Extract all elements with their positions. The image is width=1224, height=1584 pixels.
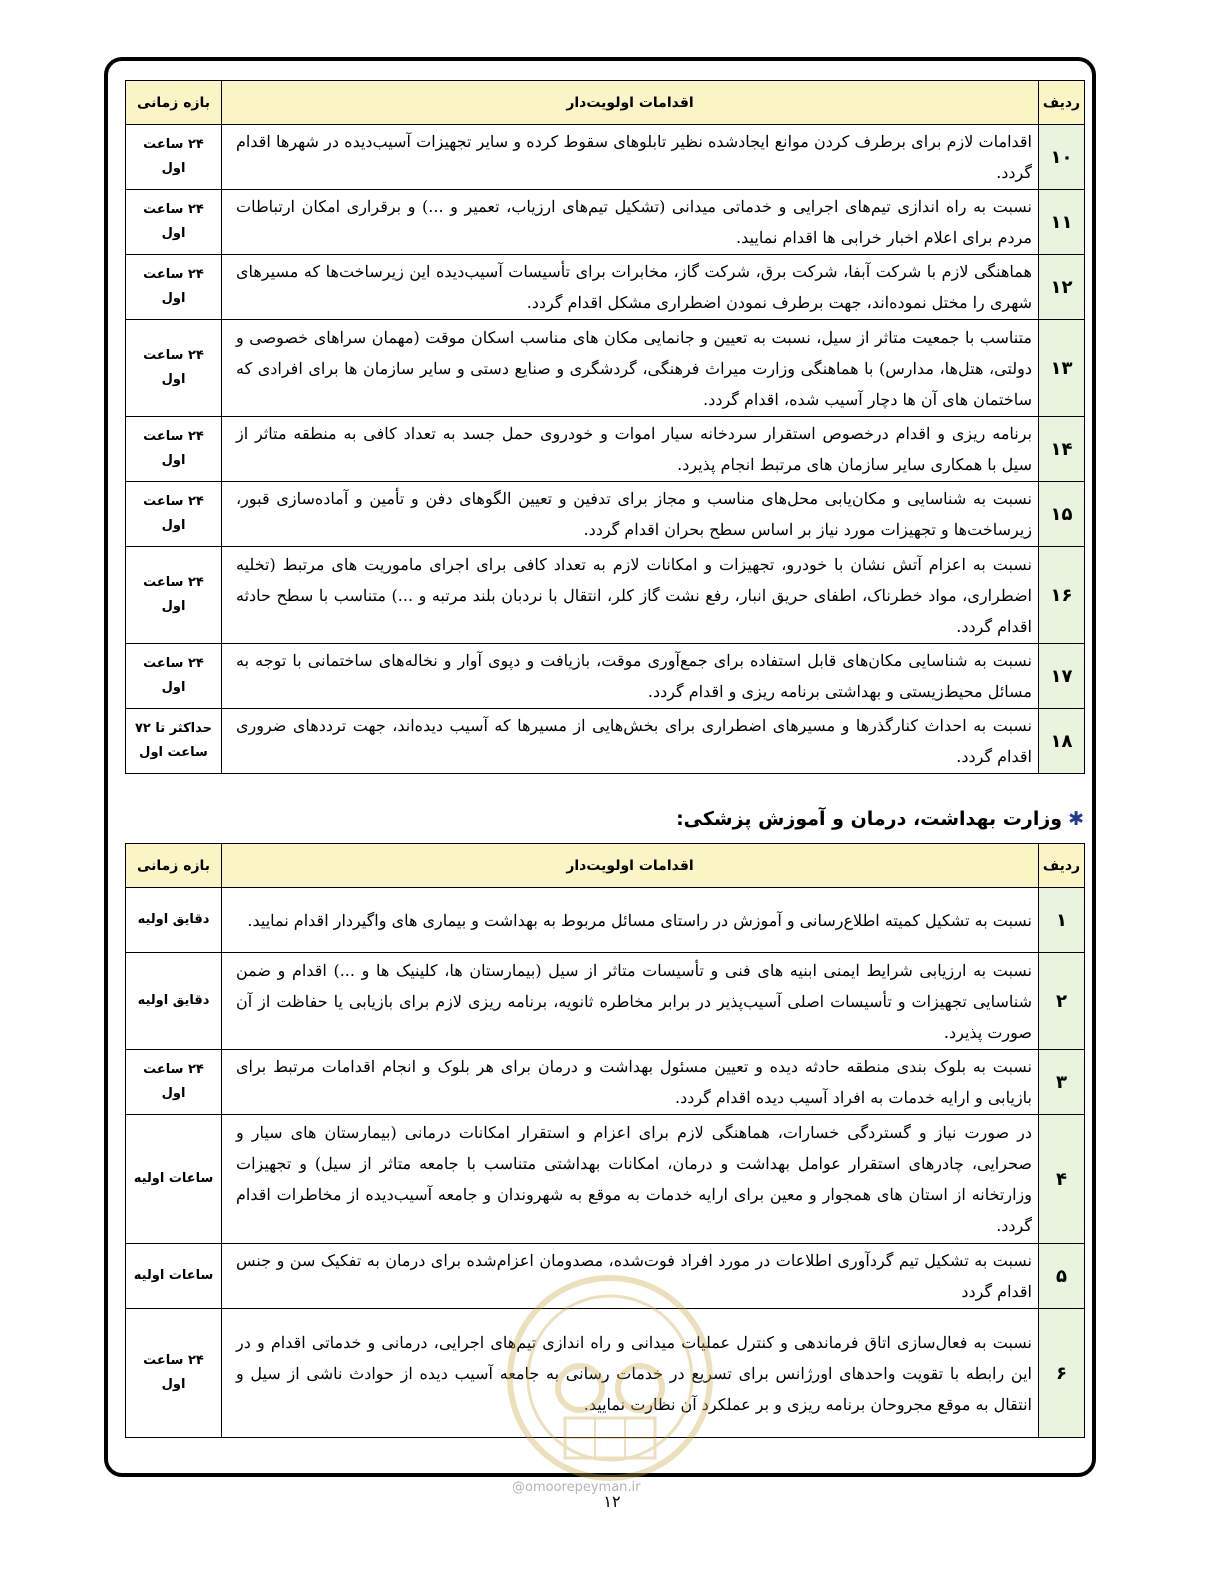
action-text: در صورت نیاز و گستردگی خسارات، هماهنگی لازم برای اعزام و استقرار امکانات درمانی (بیمارستان های سیار و صحرایی، چادرهای استقرار عوامل بهداشت و درمان، امکانات بهداشتی متناسب با جامعه متاثر از سیل) و تجهیزات وزارتخانه از استان های همجوار و معین برای ارایه خدمات به موقع به شهروندان و جامعه آسیب‌دیده از مخاطرات اقدام گردد.	[222, 1115, 1039, 1244]
action-text: نسبت به اعزام آتش نشان با خودرو، تجهیزات و امکانات لازم به تعداد کافی برای اجرای ماموریت های مرتبط (تخلیه اضطراری، مواد خطرناک، اطفای حریق انبار، رفع نشت گاز کلر، انتقال با نردبان بلند مرتبه و ...) متناسب با سطح حادثه اقدام گردد.	[222, 547, 1039, 644]
time-frame: ۲۴ ساعت اول	[126, 320, 222, 417]
table-row	[126, 190, 1085, 255]
table-row	[126, 1050, 1085, 1115]
action-text: نسبت به شناسایی و مکان‌یابی محل‌های مناسب و مجاز برای تدفین و تعیین الگوهای دفن و تأمین و آماده‌سازی قبور، زیرساخت‌ها و تجهیزات مورد نیاز بر اساس سطح بحران اقدام گردد.	[222, 482, 1039, 547]
table-header-row	[126, 844, 1085, 888]
row-number: ۱۳	[1039, 320, 1085, 417]
table-row	[126, 125, 1085, 190]
action-text: نسبت به فعال‌سازی اتاق فرماندهی و کنترل عملیات میدانی و راه اندازی تیم‌های اجرایی، درمانی و خدماتی اقدام و در این رابطه با تقویت واحدهای اورژانس برای تسریع در خدمات رسانی به جامعه آسیب دیده از حوادث ناشی از سیل و انتقال به موقع مجروحان برنامه ریزی و بر عملکرد آن نظارت نمایید.	[222, 1309, 1039, 1438]
row-number: ۵	[1039, 1244, 1085, 1309]
time-frame: دقایق اولیه	[126, 888, 222, 953]
row-number: ۱	[1039, 888, 1085, 953]
row-number: ۱۷	[1039, 644, 1085, 709]
header-row-number: ردیف	[1039, 81, 1085, 125]
table-row	[126, 255, 1085, 320]
action-text: برنامه ریزی و اقدام درخصوص استقرار سردخانه سیار اموات و خودروی حمل جسد به تعداد کافی به منطقه متاثر از سیل با همکاری سایر سازمان های مرتبط انجام پذیرد.	[222, 417, 1039, 482]
time-frame: ۲۴ ساعت اول	[126, 125, 222, 190]
time-frame: ۲۴ ساعت اول	[126, 190, 222, 255]
time-frame: دقایق اولیه	[126, 953, 222, 1050]
table-row	[126, 482, 1085, 547]
row-number: ۶	[1039, 1309, 1085, 1438]
row-number: ۴	[1039, 1115, 1085, 1244]
watermark-logo	[500, 1268, 720, 1498]
time-frame: ساعات اولیه	[126, 1115, 222, 1244]
table-row	[126, 417, 1085, 482]
time-frame: ۲۴ ساعت اول	[126, 1309, 222, 1438]
header-time-frame: بازه زمانی	[126, 81, 222, 125]
table-row	[126, 1115, 1085, 1244]
action-text: هماهنگی لازم با شرکت آبفا، شرکت برق، شرکت گاز، مخابرات برای تأسیسات آسیب‌دیده این زیرساخت‌ها که مسیرهای شهری را مختل نموده‌اند، جهت برطرف نمودن اضطراری مشکل اقدام گردد.	[222, 255, 1039, 320]
priority-actions-table	[125, 80, 1085, 774]
time-frame: ۲۴ ساعت اول	[126, 482, 222, 547]
table-row	[126, 888, 1085, 953]
action-text: اقدامات لازم برای برطرف کردن موانع ایجادشده نظیر تابلوهای سقوط کرده و سایر تجهیزات آسیب‌دیده در شهرها اقدام گردد.	[222, 125, 1039, 190]
time-frame: ۲۴ ساعت اول	[126, 547, 222, 644]
action-text: نسبت به شناسایی مکان‌های قابل استفاده برای جمع‌آوری موقت، بازیافت و دپوی آوار و نخاله‌های ساختمانی با توجه به مسائل محیط‌زیستی و بهداشتی برنامه ریزی و اقدام گردد.	[222, 644, 1039, 709]
watermark-handle: @omoorepeyman.ir	[512, 1480, 641, 1495]
action-text: نسبت به تشکیل تیم گردآوری اطلاعات در مورد افراد فوت‌شده، مصدومان اعزام‌شده برای درمان به تفکیک سن و جنس اقدام گردد	[222, 1244, 1039, 1309]
row-number: ۱۱	[1039, 190, 1085, 255]
header-row-number: ردیف	[1039, 844, 1085, 888]
header-priority-actions: اقدامات اولویت‌دار	[222, 81, 1039, 125]
row-number: ۳	[1039, 1050, 1085, 1115]
asterisk-icon: ✱	[1068, 808, 1084, 830]
table-row	[126, 320, 1085, 417]
row-number: ۲	[1039, 953, 1085, 1050]
header-time-frame: بازه زمانی	[126, 844, 222, 888]
row-number: ۱۴	[1039, 417, 1085, 482]
header-priority-actions: اقدامات اولویت‌دار	[222, 844, 1039, 888]
time-frame: ۲۴ ساعت اول	[126, 417, 222, 482]
table-row	[126, 644, 1085, 709]
time-frame: ساعات اولیه	[126, 1244, 222, 1309]
time-frame: ۲۴ ساعت اول	[126, 1050, 222, 1115]
table-row	[126, 709, 1085, 774]
row-number: ۱۰	[1039, 125, 1085, 190]
row-number: ۱۸	[1039, 709, 1085, 774]
table-row	[126, 953, 1085, 1050]
action-text: نسبت به تشکیل کمیته اطلاع‌رسانی و آموزش در راستای مسائل مربوط به بهداشت و بیماری های واگیردار اقدام نمایید.	[222, 888, 1039, 953]
time-frame: حداکثر تا ۷۲ ساعت اول	[126, 709, 222, 774]
section-title	[676, 808, 1084, 830]
row-number: ۱۲	[1039, 255, 1085, 320]
table-row	[126, 547, 1085, 644]
action-text: نسبت به راه اندازی تیم‌های اجرایی و خدماتی میدانی (تشکیل تیم‌های ارزیاب، تعمیر و ...) و برقراری امکان ارتباطات مردم برای اعلام اخبار خرابی ها اقدام نمایید.	[222, 190, 1039, 255]
action-text: نسبت به احداث کنارگذرها و مسیرهای اضطراری برای بخش‌هایی از مسیرها که آسیب دیده‌اند، جهت ترددهای ضروری اقدام گردد.	[222, 709, 1039, 774]
action-text: نسبت به بلوک بندی منطقه حادثه دیده و تعیین مسئول بهداشت و درمان برای هر بلوک و انجام اقدامات مرتبط برای بازیابی و ارایه خدمات به افراد آسیب دیده اقدام گردد.	[222, 1050, 1039, 1115]
action-text: متناسب با جمعیت متاثر از سیل، نسبت به تعیین و جانمایی مکان های مناسب اسکان موقت (مهمان سراهای خصوصی و دولتی، هتل‌ها، مدارس) با هماهنگی وزارت میراث فرهنگی، گردشگری و صنایع دستی و سایر سازمان ها برای افرادی که ساختمان های آن ها دچار آسیب شده، اقدام گردد.	[222, 320, 1039, 417]
action-text: نسبت به ارزیابی شرایط ایمنی ابنیه های فنی و تأسیسات متاثر از سیل (بیمارستان ها، کلینیک ها و ...) اقدام و ضمن شناسایی تجهیزات و تأسیسات اصلی آسیب‌پذیر در برابر مخاطره ثانویه، برنامه ریزی لازم برای بازیابی یا حفاظت از آن صورت پذیرد.	[222, 953, 1039, 1050]
time-frame: ۲۴ ساعت اول	[126, 255, 222, 320]
row-number: ۱۵	[1039, 482, 1085, 547]
row-number: ۱۶	[1039, 547, 1085, 644]
table-header-row	[126, 81, 1085, 125]
time-frame: ۲۴ ساعت اول	[126, 644, 222, 709]
section-title-text: وزارت بهداشت، درمان و آموزش پزشکی:	[676, 808, 1063, 830]
page-number: ۱۲	[603, 1492, 621, 1511]
